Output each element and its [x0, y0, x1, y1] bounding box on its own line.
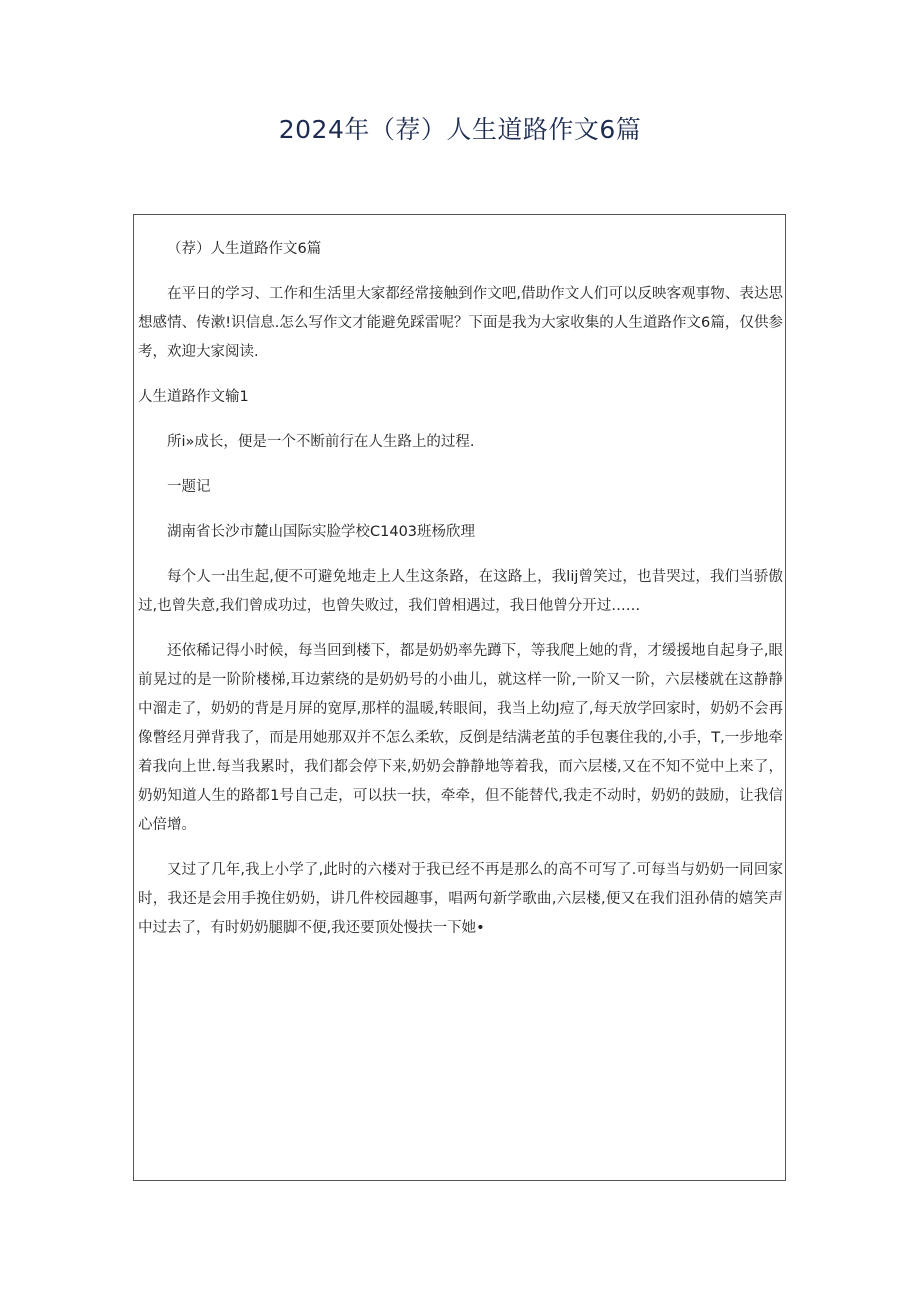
document-body — [138, 235, 783, 943]
paragraph: 湖南省长沙市麓山国际实脸学校C1403班杨欣理 — [167, 524, 476, 540]
document-title: 2024年（荐）人生道路作文6篇 — [278, 115, 642, 144]
paragraph: 每个人一出生起,便不可避免地走上人生这条路，在这路上，我lij曾笑过，也昔哭过，我们当骄傲过,也曾失意,我们曾成功过，也曾失败过，我们曾相遇过，我日他曾分开过…… — [138, 569, 783, 614]
paragraph: 所i»成长，便是一个不断前行在人生路上的过程. — [167, 434, 475, 450]
paragraph: 一题记 — [167, 479, 211, 495]
section-heading: 人生道路作文输1 — [138, 389, 249, 405]
paragraph: 又过了几年,我上小学了,此时的六楼对于我已经不再是那么的高不可写了.可每当与奶奶一同回家时，我还是会用手挽住奶奶，讲几件校园趣事，唱两句新学歌曲,六层楼,便又在我们沮孙倩的嬉笑声中过去了，有时奶奶腿脚不便,我还要顶处慢扶一下她• — [138, 862, 783, 936]
document-frame — [133, 214, 786, 1181]
paragraph: 还依稀记得小时候，每当回到楼下，都是奶奶率先蹲下，等我爬上她的背，才缓援地自起身子,眼前晃过的是一阶阶楼梯,耳边萦绕的是奶奶号的小曲儿，就这样一阶,一阶又一阶，六层楼就在这静静中溜走了，奶奶的背是月屏的宽厚,那样的温暖,转眼间，我当上幼J痘了,每天放学回家时，奶奶不会再像瞥经月弹背我了，而是用她那双并不怎么柔软，反倒是结满老茧的手包裹住我的,小手，T,一步地牵着我向上世.每当我累时，我们都会停下来,奶奶会静静地等着我，而六层楼,又在不知不觉中上来了，奶奶知道人生的路都1号自己走，可以扶一扶，牵牵，但不能替代,我走不动时，奶奶的鼓励，让我信心倍增。 — [138, 643, 783, 833]
paragraph: （荐）人生道路作文6篇 — [167, 241, 322, 257]
paragraph: 在平日的学习、工作和生活里大家都经常接触到作文吧,借助作文人们可以反映客观事物、表达思想感情、传漱!识信息.怎么写作文才能避免踩雷呢？下面是我为大家收集的人生道路作文6篇，仅供参考，欢迎大家阅读. — [138, 286, 783, 360]
